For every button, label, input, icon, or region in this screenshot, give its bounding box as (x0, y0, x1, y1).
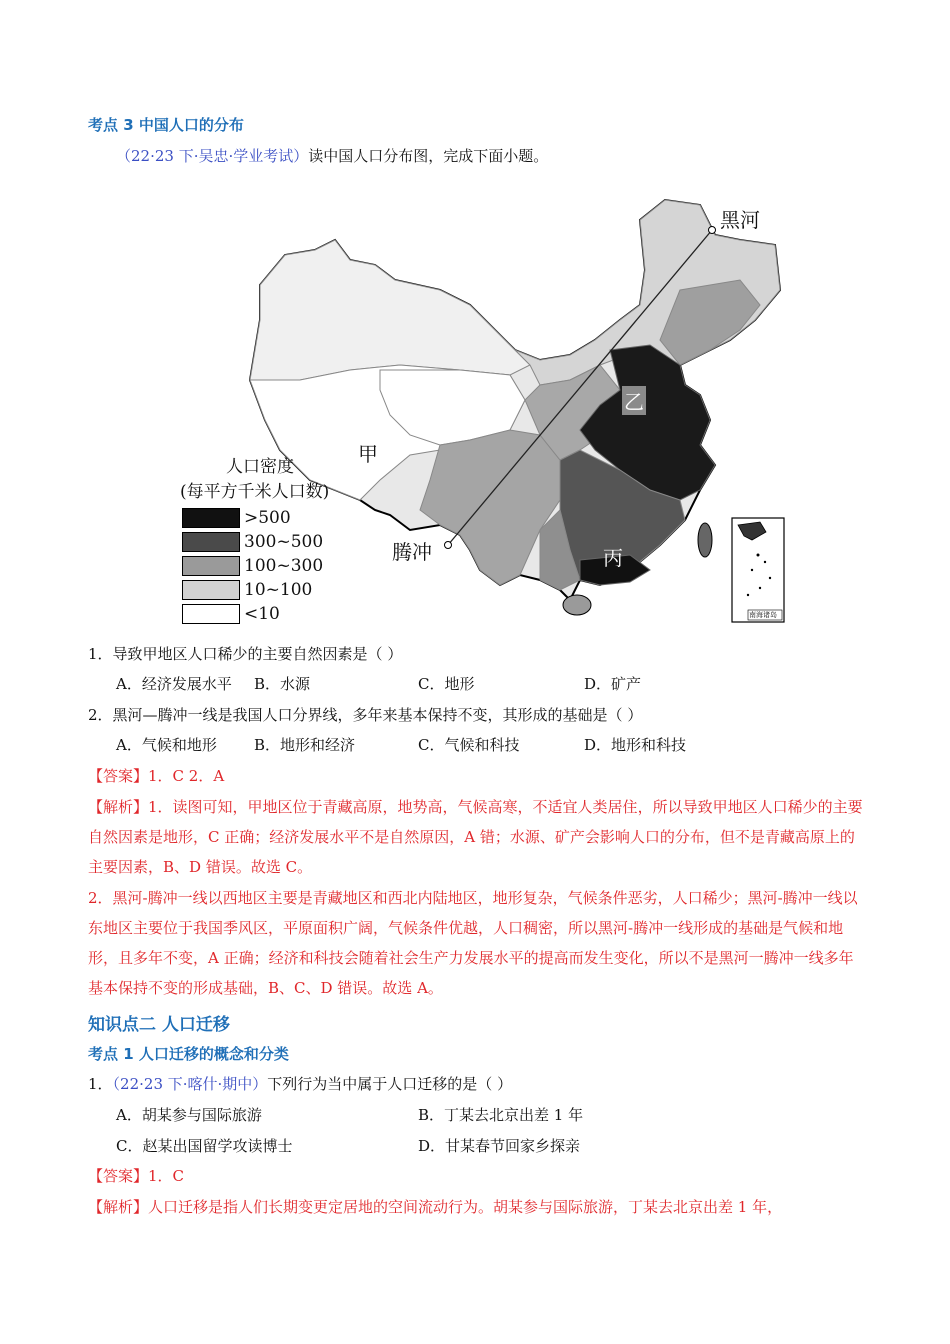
map-legend (180, 452, 360, 626)
q1-option-b: B．水源 (254, 675, 311, 693)
analysis1-p1 (88, 792, 868, 882)
hainan-island (563, 595, 591, 615)
answer1-tag: 【答案】 (88, 767, 149, 785)
population-map (140, 190, 790, 630)
q1-option-c: C．地形 (418, 675, 475, 693)
legend-swatch (182, 532, 240, 552)
answer1 (88, 766, 224, 786)
heihe-point (709, 227, 716, 234)
q3-option-d: D．甘某春节回家乡探亲 (418, 1137, 581, 1155)
legend-row (182, 554, 360, 578)
legend-subtitle: (每平方千米人口数) (180, 482, 330, 502)
legend-swatch (182, 580, 240, 600)
q2-option-b: B．地形和经济 (254, 736, 356, 754)
legend-row (182, 530, 360, 554)
tengchong-point (445, 542, 452, 549)
analysis2-tag: 【解析】 (88, 1198, 149, 1216)
legend-row (182, 506, 360, 530)
zhishidian-heading: 知识点二 人口迁移 (88, 1015, 230, 1035)
q1-option-d: D．矿产 (584, 675, 642, 693)
q3-option-c: C．赵某出国留学攻读博士 (116, 1137, 293, 1155)
q3-stem-line (88, 1074, 512, 1094)
q3-stem: 下列行为当中属于人口迁移的是（ ） (267, 1075, 513, 1093)
legend-row (182, 602, 360, 626)
label-yi: 乙 (622, 386, 646, 415)
answer2 (88, 1166, 184, 1186)
q2-stem: 2．黑河—腾冲一线是我国人口分界线，多年来基本保持不变，其形成的基础是（ ） (88, 706, 643, 724)
kaodian2-heading: 考点 1 人口迁移的概念和分类 (88, 1045, 289, 1063)
legend-title: 人口密度 (226, 457, 294, 477)
analysis1-p2: 2．黑河-腾冲一线以西地区主要是青藏地区和西北内陆地区，地形复杂，气候条件恶劣，人口稀少；黑河-腾冲一线以东地区主要位于我国季风区，平原面积广阔，气候条件优越，人口稠密，所以黑河-腾冲一线形成的基础是气候和地形，且多年不变，A 正确；经济和科技会随着社会生产力发展水平的提高而发生变化，所以不是黑河一腾冲一线多年基本保持不变的形成基础，B、C、D 错误。故选 A。 (88, 889, 858, 997)
legend-label: 100~300 (244, 556, 324, 576)
analysis2-text: 人口迁移是指人们长期变更定居地的空间流动行为。胡某参与国际旅游，丁某去北京出差 1 年， (148, 1198, 783, 1216)
legend-label: 300~500 (244, 532, 324, 552)
label-tengchong: 腾冲 (392, 540, 432, 564)
legend-label: <10 (244, 604, 280, 624)
q1-stem: 1．导致甲地区人口稀少的主要自然因素是（ ） (88, 645, 403, 663)
analysis1-p1-text: 1．读图可知，甲地区位于青藏高原，地势高，气候高寒，不适宜人类居住，所以导致甲地区人口稀少的主要自然因素是地形，C 正确；经济发展水平不是自然原因，A 错；水源、矿产会影响人口的分布，但不是青藏高原上的主要因素，B、D 错误。故选 C。 (88, 798, 863, 876)
kaodian-heading: 考点 3 中国人口的分布 (88, 116, 244, 134)
answer1-text: 1．C 2．A (148, 767, 225, 785)
answer2-text: 1．C (148, 1167, 185, 1185)
label-bing: 丙 (603, 546, 623, 570)
q2-option-c: C．气候和科技 (418, 736, 520, 754)
q2-option-d: D．地形和科技 (584, 736, 687, 754)
label-jia: 甲 (358, 442, 378, 466)
analysis1-tag: 【解析】 (88, 798, 149, 816)
intro-text: 读中国人口分布图，完成下面小题。 (308, 147, 549, 165)
analysis2 (88, 1197, 782, 1217)
q3-option-b: B．丁某去北京出差 1 年 (418, 1106, 584, 1124)
legend-row (182, 578, 360, 602)
inset-caption: 南海诸岛 (749, 611, 777, 619)
q3-num: 1． (88, 1075, 113, 1093)
legend-swatch (182, 556, 240, 576)
answer2-tag: 【答案】 (88, 1167, 149, 1185)
legend-swatch (182, 604, 240, 624)
legend-label: >500 (244, 508, 291, 528)
taiwan-island (698, 523, 712, 557)
legend-rows (182, 506, 360, 626)
legend-swatch (182, 508, 240, 528)
label-heihe: 黑河 (720, 208, 760, 232)
q3-source: （22·23 下·喀什·期中） (112, 1075, 268, 1093)
q1-option-a: A．经济发展水平 (116, 675, 232, 693)
intro-line (116, 146, 548, 166)
legend-label: 10~100 (244, 580, 313, 600)
q3-option-a: A．胡某参与国际旅游 (116, 1106, 262, 1124)
northwest-region (250, 240, 530, 380)
q2-option-a: A．气候和地形 (116, 736, 217, 754)
intro-source: （22·23 下·吴忠·学业考试） (116, 147, 309, 165)
